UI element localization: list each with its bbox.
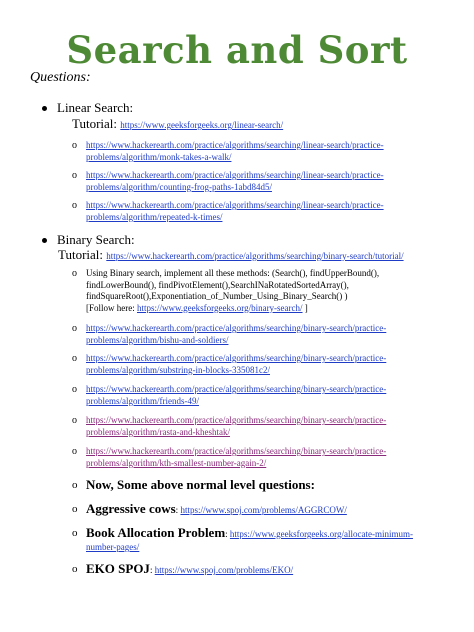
binary-search-heading (42, 232, 135, 248)
list-item (72, 353, 426, 376)
bullet-icon (42, 106, 47, 111)
circle-bullet-icon: o (72, 170, 77, 181)
problem-link[interactable]: https://www.hackerearth.com/practice/algorithms/searching/linear-search/practice- problems/algorithm/repeated-k-times/ (86, 200, 384, 222)
methods-text: findLowerBound(), findPivotElement(),SearchINaRotatedSortedArray(), (86, 279, 349, 290)
bullet-icon (42, 238, 47, 243)
list-item (72, 415, 426, 438)
book-allocation-link[interactable]: https://www.geeksforgeeks.org/allocate-minimum- number-pages/ (86, 529, 413, 552)
circle-bullet-icon: o (72, 268, 77, 279)
circle-bullet-icon: o (72, 446, 77, 457)
page-title: Search and Sort (66, 28, 408, 72)
eko-spoj-label: EKO SPOJ (86, 561, 150, 576)
circle-bullet-icon: o (72, 200, 77, 211)
questions-label: Questions: (30, 70, 91, 85)
list-item (72, 170, 426, 193)
list-item (72, 501, 426, 517)
circle-bullet-icon: o (72, 527, 78, 539)
binary-tutorial (58, 247, 404, 263)
list-item (72, 140, 426, 163)
circle-bullet-icon: o (72, 323, 77, 334)
circle-bullet-icon: o (72, 479, 78, 491)
circle-bullet-icon: o (72, 140, 77, 151)
list-item (72, 525, 426, 554)
linear-search-label: Linear Search: (57, 100, 134, 115)
linear-tutorial-link[interactable]: https://www.geeksforgeeks.org/linear-search/ (120, 120, 284, 130)
tutorial-label: Tutorial: (72, 116, 118, 131)
binary-tutorial-link[interactable]: https://www.hackerearth.com/practice/algorithms/searching/binary-search/tutorial/ (106, 251, 404, 261)
binary-search-label: Binary Search: (57, 232, 135, 247)
list-item (72, 384, 426, 407)
circle-bullet-icon: o (72, 563, 78, 575)
colon: : (175, 505, 179, 515)
colon: : (225, 529, 228, 539)
list-item (72, 200, 426, 223)
aggressive-cows-label: Aggressive cows (86, 501, 176, 516)
problem-link[interactable]: https://www.hackerearth.com/practice/algorithms/searching/binary-search/practice- problems/algorithm/friends-49/ (86, 384, 387, 406)
methods-item (72, 268, 426, 314)
problem-link[interactable]: https://www.hackerearth.com/practice/algorithms/searching/binary-search/practice- problems/algorithm/substring-in-blocks-335081c2/ (86, 353, 387, 375)
list-item (72, 477, 426, 493)
problem-link[interactable]: https://www.hackerearth.com/practice/algorithms/searching/binary-search/practice- problems/algorithm/kth-smallest-number-again-2/ (86, 446, 387, 468)
tutorial-label: Tutorial: (58, 247, 104, 262)
list-item (72, 323, 426, 346)
methods-text: findSquareRoot(),Exponentiation_of_Number_Using_Binary_Search() ) (86, 291, 348, 301)
problem-link[interactable]: https://www.hackerearth.com/practice/algorithms/searching/linear-search/practice- problems/algorithm/counting-frog-paths-1abd84d5/ (86, 170, 384, 192)
above-normal-heading: Now, Some above normal level questions: (86, 477, 315, 492)
book-allocation-label: Book Allocation Problem (86, 525, 226, 540)
list-item (72, 561, 426, 577)
methods-text: Using Binary search, implement all these methods: (Search(), findUpperBound(), (86, 268, 380, 278)
follow-label: [Follow here: (86, 302, 137, 313)
circle-bullet-icon: o (72, 353, 77, 364)
problem-link[interactable]: https://www.hackerearth.com/practice/algorithms/searching/binary-search/practice- problems/algorithm/rasta-and-kheshtak/ (86, 415, 387, 437)
linear-tutorial (72, 116, 283, 132)
problem-link[interactable]: https://www.hackerearth.com/practice/algorithms/searching/linear-search/practice- problems/algorithm/monk-takes-a-walk/ (86, 140, 384, 162)
circle-bullet-icon: o (72, 384, 77, 395)
circle-bullet-icon: o (72, 415, 77, 426)
colon: : (149, 565, 153, 575)
follow-link[interactable]: https://www.geeksforgeeks.org/binary-search/ (137, 302, 303, 313)
linear-search-heading (42, 100, 133, 116)
eko-spoj-link[interactable]: https://www.spoj.com/problems/EKO/ (154, 565, 294, 575)
circle-bullet-icon: o (72, 503, 78, 515)
problem-link[interactable]: https://www.hackerearth.com/practice/algorithms/searching/binary-search/practice- problems/algorithm/bishu-and-soldiers/ (86, 323, 387, 345)
list-item (72, 446, 426, 469)
aggressive-cows-link[interactable]: https://www.spoj.com/problems/AGGRCOW/ (180, 505, 347, 515)
follow-suffix: ] (302, 302, 308, 313)
